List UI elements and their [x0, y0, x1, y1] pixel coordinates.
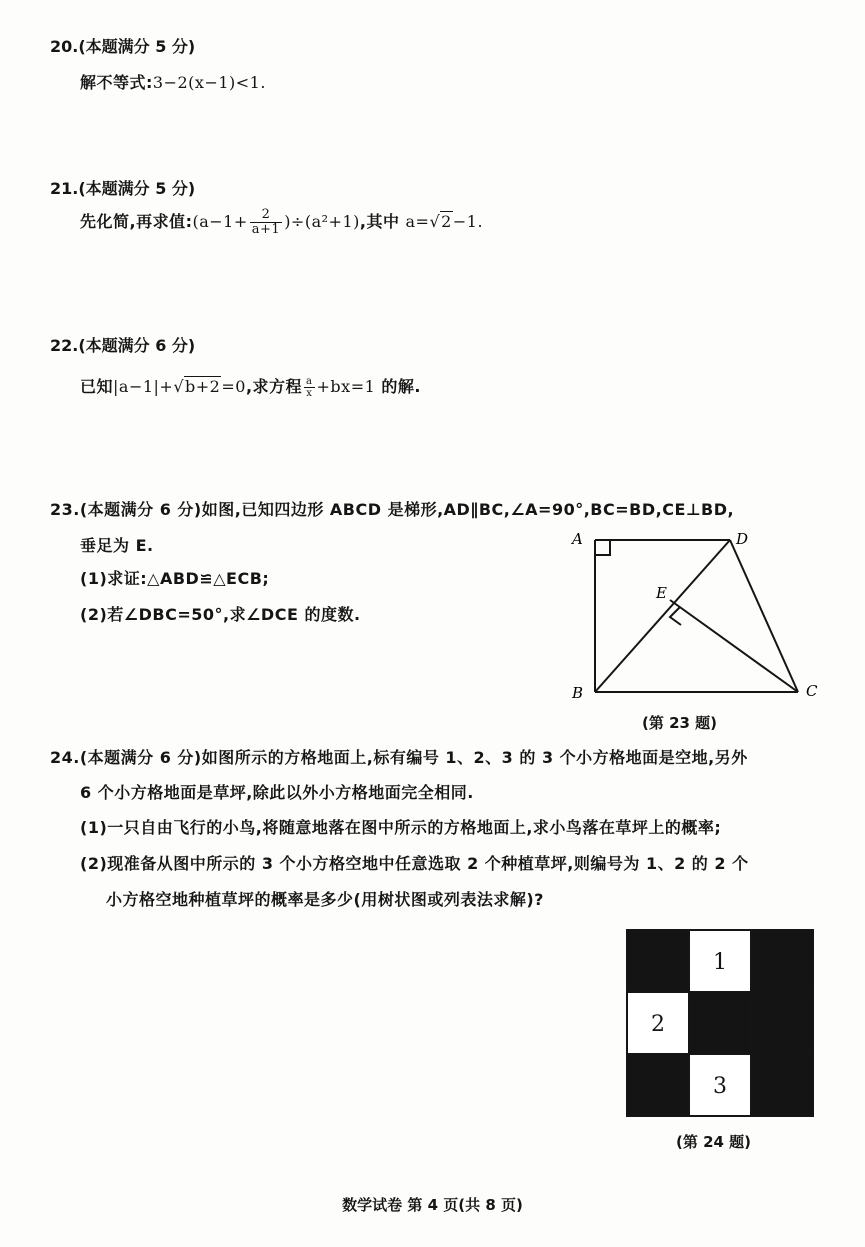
right-angle-mark-E	[670, 607, 681, 625]
page-footer: 数学试卷 第 4 页(共 8 页)	[342, 1196, 523, 1214]
q21-title: 21.(本题满分 5 分)	[50, 179, 196, 198]
q22-frac-denominator: x	[304, 387, 314, 399]
q21-fraction	[250, 208, 282, 237]
grid-cell-number: 3	[713, 1074, 727, 1099]
q21-prefix: 先化简,再求值:	[80, 212, 193, 231]
q22-eq-rest: +bx=1	[316, 377, 376, 396]
grid-cell-number: 1	[713, 950, 727, 975]
q24-part2-line2: 小方格空地种植草坪的概率是多少(用树状图或列表法求解)?	[106, 890, 544, 909]
grid-cell-number: 2	[651, 1012, 665, 1037]
label-E: E	[656, 584, 667, 602]
q24-title: 24.(本题满分 6 分)	[50, 748, 202, 767]
q21-sqrt: √2	[429, 212, 452, 231]
label-B: B	[572, 684, 584, 702]
q21-frac-denominator: a+1	[251, 222, 281, 237]
q22-mid: ,求方程	[245, 377, 303, 396]
q23-figure	[560, 522, 840, 702]
q21-mid: ,其中	[359, 212, 406, 231]
q21-value-rest: −1.	[452, 212, 484, 231]
q23-part2: (2)若∠DBC=50°,求∠DCE 的度数.	[80, 605, 361, 624]
grid-cell-grass	[751, 992, 813, 1054]
q22-title: 22.(本题满分 6 分)	[50, 336, 196, 355]
grid-cell-grass	[627, 1054, 689, 1116]
grid-cell-grass	[689, 992, 751, 1054]
q22-eq-zero: =0	[221, 377, 246, 396]
right-angle-mark-A	[595, 540, 610, 555]
q21-frac-numerator: 2	[261, 207, 271, 222]
q24-line2: 6 个小方格地面是草坪,除此以外小方格地面完全相同.	[80, 783, 474, 802]
q23-line1	[50, 497, 734, 520]
q24-line1	[50, 745, 748, 768]
q23-line2: 垂足为 E.	[80, 536, 154, 555]
q21-sqrt-radicand: 2	[441, 212, 452, 231]
label-A: A	[572, 530, 583, 548]
q22-statement	[80, 374, 421, 399]
q22-abs-expr: |a−1|+	[113, 377, 174, 396]
q20-title: 20.(本题满分 5 分)	[50, 37, 196, 56]
segment-CE	[670, 600, 798, 692]
q24-text-line1: 如图所示的方格地面上,标有编号 1、2、3 的 3 个小方格地面是空地,另外	[201, 748, 748, 767]
q24-grid	[624, 927, 816, 1119]
q21-statement	[80, 208, 483, 237]
q22-suffix: 的解.	[375, 377, 421, 396]
q23-title: 23.(本题满分 6 分)	[50, 500, 202, 519]
grid-cell-grass	[751, 1054, 813, 1116]
q22-prefix: 已知	[80, 377, 114, 396]
q20-statement	[80, 70, 266, 93]
q20-prefix: 解不等式:	[80, 73, 153, 92]
q22-fraction	[304, 376, 314, 399]
label-C: C	[806, 682, 818, 700]
q21-expr-open: (a−1+	[192, 212, 248, 231]
label-D: D	[736, 530, 749, 548]
q23-figure-caption: (第 23 题)	[642, 714, 718, 732]
q22-frac-numerator: a	[306, 376, 313, 387]
q21-expr-close: )÷(a²+1)	[284, 212, 360, 231]
q20-inequality: 3−2(x−1)<1.	[152, 73, 266, 92]
q24-grid-caption: (第 24 题)	[676, 1133, 752, 1151]
grid-cell-grass	[627, 930, 689, 992]
q22-sqrt-radicand: b+2	[185, 377, 221, 396]
q23-text-line1: 如图,已知四边形 ABCD 是梯形,AD∥BC,∠A=90°,BC=BD,CE⊥BD,	[201, 500, 735, 519]
q24-part1: (1)一只自由飞行的小鸟,将随意地落在图中所示的方格地面上,求小鸟落在草坪上的概率;	[80, 818, 722, 837]
edge-DC	[730, 540, 798, 692]
q23-part1: (1)求证:△ABD≌△ECB;	[80, 569, 270, 588]
q24-part2-line1: (2)现准备从图中所示的 3 个小方格空地中任意选取 2 个种植草坪,则编号为 1、2 的 2 个	[80, 854, 749, 873]
grid-cell-grass	[751, 930, 813, 992]
q22-sqrt: √b+2	[173, 377, 221, 396]
q21-value-lhs: a=	[405, 212, 430, 231]
diagonal-BD	[595, 540, 730, 692]
